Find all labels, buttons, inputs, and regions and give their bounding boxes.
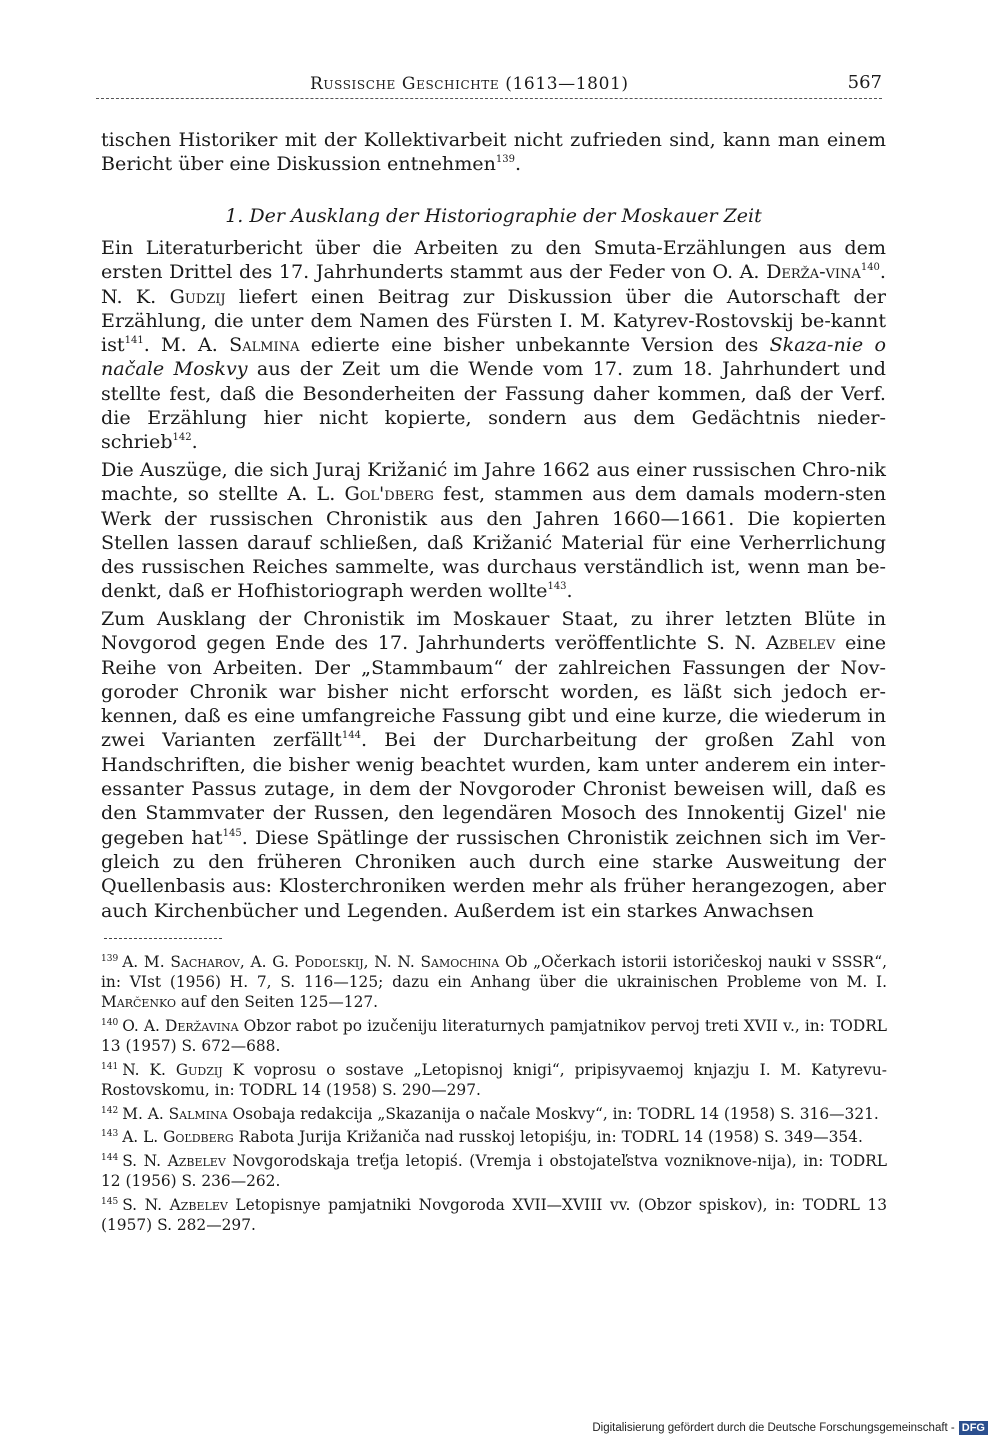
footnote-separator	[104, 938, 222, 939]
fn-text: S. N.	[122, 1151, 168, 1170]
p2-text-c: .	[566, 579, 573, 603]
section-heading: 1. Der Ausklang der Historiographie der Moskauer Zeit	[225, 205, 762, 227]
intro-line-1: tischen Historiker mit der Kollektivarbeit nicht zufrieden sind, kann man einem	[101, 128, 886, 151]
fn-text: M. A.	[122, 1104, 169, 1123]
p1-text-c: liefert einen Beitrag zur Diskussion über die Autorschaft der Erzählung, die unter dem Namen des Fürsten I. M. Katyrev-Rostovskij be-kannt ist	[101, 284, 886, 357]
intro-end: .	[515, 152, 522, 176]
footnote-number: 142	[101, 1105, 119, 1116]
footnote-ref-145: 145	[222, 827, 242, 839]
fn-text: K voprosu o sostave „Letopisnoj knigi“, pripisyvaemoj knjazju I. M. Katyrevu-Rostovskomu, in: TODRL 14 (1958) S. 290—297.	[101, 1060, 887, 1099]
running-head-title: Russische Geschichte (1613—1801)	[310, 74, 629, 94]
p2-author-goldberg: Gol'dberg	[344, 482, 434, 506]
running-head	[96, 72, 882, 99]
fn-author: Goľdberg	[163, 1128, 234, 1147]
fn-author: Deržavina	[165, 1017, 239, 1035]
p1-author-gudzij: Gudzij	[169, 284, 226, 308]
fn-text: , A. G.	[239, 953, 295, 971]
footnote-144	[101, 1151, 887, 1191]
paragraph-2	[101, 458, 886, 604]
footnote-145	[101, 1195, 887, 1235]
p1-text-a: Ein Literaturbericht über die Arbeiten zu den Smuta-Erzählungen aus dem ersten Drittel des 17. Jahrhunderts stammt aus der Feder von O. A.	[101, 236, 886, 284]
paragraph-3-text	[101, 607, 886, 923]
footnote-number: 139	[101, 954, 119, 964]
p3-text-c: . Bei der Durcharbeitung der großen Zahl von Handschriften, die bisher wenig beachtet wurden, kam unter anderem ein inter-essanter Passus zutage, in dem der Novgoroder Chronist beweisen will, daß es den Stammvater der Russen, den legendären Mosoch des Innokentij Gizel' nie gegeben hat	[101, 728, 887, 849]
footnote-number: 145	[101, 1196, 119, 1207]
footnote-number: 141	[101, 1061, 119, 1072]
fn-text: O. A.	[122, 1017, 166, 1035]
dfg-logo-icon: DFG	[959, 1421, 988, 1435]
page-number: 567	[847, 72, 882, 93]
p3-text-d: . Diese Spätlinge der russischen Chronistik zeichnen sich im Ver-gleich zu den früheren Chroniken auch durch eine starke Ausweitung der Quellenbasis aus: Klosterchroniken werden mehr als früher herangezogen, aber auch Kirchenbücher und Legenden. Außerdem ist ein starkes Anwachsen	[101, 825, 886, 922]
footnote-ref-144: 144	[341, 730, 361, 742]
p1-author-derzavina: Derža-vina	[766, 260, 861, 284]
fn-text: N. K.	[122, 1060, 176, 1079]
fn-author: Marčenko	[101, 993, 176, 1012]
fn-author: Gudzij	[175, 1060, 223, 1079]
footnote-143	[101, 1127, 887, 1147]
p2-text-a: Die Auszüge, die sich Juraj Križanić im Jahre 1662 aus einer russischen Chro-nik machte, so stellte A. L.	[101, 458, 886, 506]
footnote-ref-140: 140	[860, 262, 880, 274]
credit-text: Digitalisierung gefördert durch die Deutsche Forschungsgemeinschaft -	[592, 1422, 955, 1434]
p2-text-b: fest, stammen aus dem damals modern-sten Werk der russischen Chronistik aus den Jahren 1660—1661. Die kopierten Stellen lassen darauf schließen, daß Križanić Material für eine Verherrlichung des russischen Reiches sammelte, was durchaus verständlich ist, wenn man be-denkt, daß er Hofhistoriograph werden wollte	[101, 482, 886, 603]
footnote-142	[101, 1104, 887, 1124]
footnote-ref-143: 143	[547, 581, 567, 593]
p1-text-f: aus der Zeit um die Wende vom 17. zum 18. Jahrhundert und stellte fest, daß die Besonderheiten der Fassung daher kommen, daß der Verf. die Erzählung hier nicht kopierte, sondern aus dem Gedächtnis nieder-schrieb	[101, 357, 886, 454]
footnote-141	[101, 1060, 887, 1100]
p1-text-b: . N. K.	[101, 260, 886, 308]
fn-author: Azbelev	[169, 1195, 228, 1214]
fn-text: Novgorodskaja treťja letopiś. (Vremja i obstojateľstva vozniknove-nija), in: TODRL 12 (1956) S. 236—262.	[101, 1151, 887, 1190]
fn-text: S. N.	[122, 1195, 170, 1214]
fn-text: auf den Seiten 125—127.	[176, 993, 379, 1012]
footnote-ref-142: 142	[172, 432, 192, 444]
p1-author-salmina: Salmina	[229, 333, 300, 357]
p3-text-b: eine Reihe von Arbeiten. Der „Stammbaum“ der zahlreichen Fassungen der Nov-goroder Chronik war bisher nicht erforscht worden, es läßt sich jedoch er-kennen, daß es eine umfangreiche Fassung gibt und eine kurze, die wiederum in zwei Varianten zerfällt	[101, 631, 887, 752]
fn-author: Azbelev	[167, 1151, 226, 1170]
paragraph-1	[101, 236, 886, 455]
fn-text: Osobaja redakcija „Skazanija o načale Moskvy“, in: TODRL 14 (1958) S. 316—321.	[227, 1104, 879, 1123]
p3-author-azbelev: Azbelev	[765, 631, 836, 655]
p1-text-e: edierte eine bisher unbekannte Version des	[299, 333, 770, 357]
fn-text: A. L.	[122, 1128, 164, 1147]
footnote-ref-141: 141	[124, 335, 144, 347]
p3-text-a: Zum Ausklang der Chronistik im Moskauer Staat, zu ihrer letzten Blüte in Novgorod gegen Ende des 17. Jahrhunderts veröffentlichte S. N.	[101, 607, 886, 655]
footnote-ref-139: 139	[495, 154, 515, 166]
p1-text-g: .	[191, 430, 198, 454]
fn-author: Salmina	[168, 1104, 228, 1123]
footnote-139	[101, 952, 887, 1013]
footnotes	[101, 952, 887, 1238]
digitization-credit	[568, 1421, 988, 1443]
fn-author: Podoľskij	[294, 953, 364, 971]
fn-text: A. M.	[122, 953, 171, 971]
intro-line-2	[101, 152, 886, 176]
intro-text: Bericht über eine Diskussion entnehmen	[101, 152, 496, 176]
footnote-number: 140	[101, 1018, 119, 1028]
footnote-140	[101, 1016, 887, 1056]
fn-text: Rabota Jurija Križaniča nad russkoj letopiśju, in: TODRL 14 (1958) S. 349—354.	[233, 1128, 863, 1147]
fn-text: Ob „Očerkach istorii istoričeskoj nauki v SSSR“, in: VIst (1956) H. 7, S. 116—125; dazu ein Anhang über die ukrainischen Probleme von M. I.	[101, 953, 887, 992]
footnote-number: 143	[101, 1129, 119, 1140]
fn-text: Letopisnye pamjatniki Novgoroda XVII—XVIII vv. (Obzor spiskov), in: TODRL 13 (1957) S. 282—297.	[101, 1195, 888, 1234]
fn-text: Obzor rabot po izučeniju literaturnych pamjatnikov pervoj treti XVII v., in: TODRL 13 (1957) S. 672—688.	[101, 1017, 888, 1056]
paragraph-2-text	[101, 458, 886, 604]
p1-text-d: . M. A.	[143, 333, 230, 357]
fn-text: , N. N.	[363, 953, 421, 971]
footnote-number: 144	[101, 1152, 119, 1163]
fn-author: Samochina	[420, 953, 500, 971]
intro-paragraph	[101, 128, 886, 177]
paragraph-3	[101, 607, 886, 923]
fn-author: Sacharov	[170, 953, 240, 971]
p1-work-title: Skaza-nie o načale Moskvy	[101, 333, 886, 381]
paragraph-1-text	[101, 236, 886, 455]
